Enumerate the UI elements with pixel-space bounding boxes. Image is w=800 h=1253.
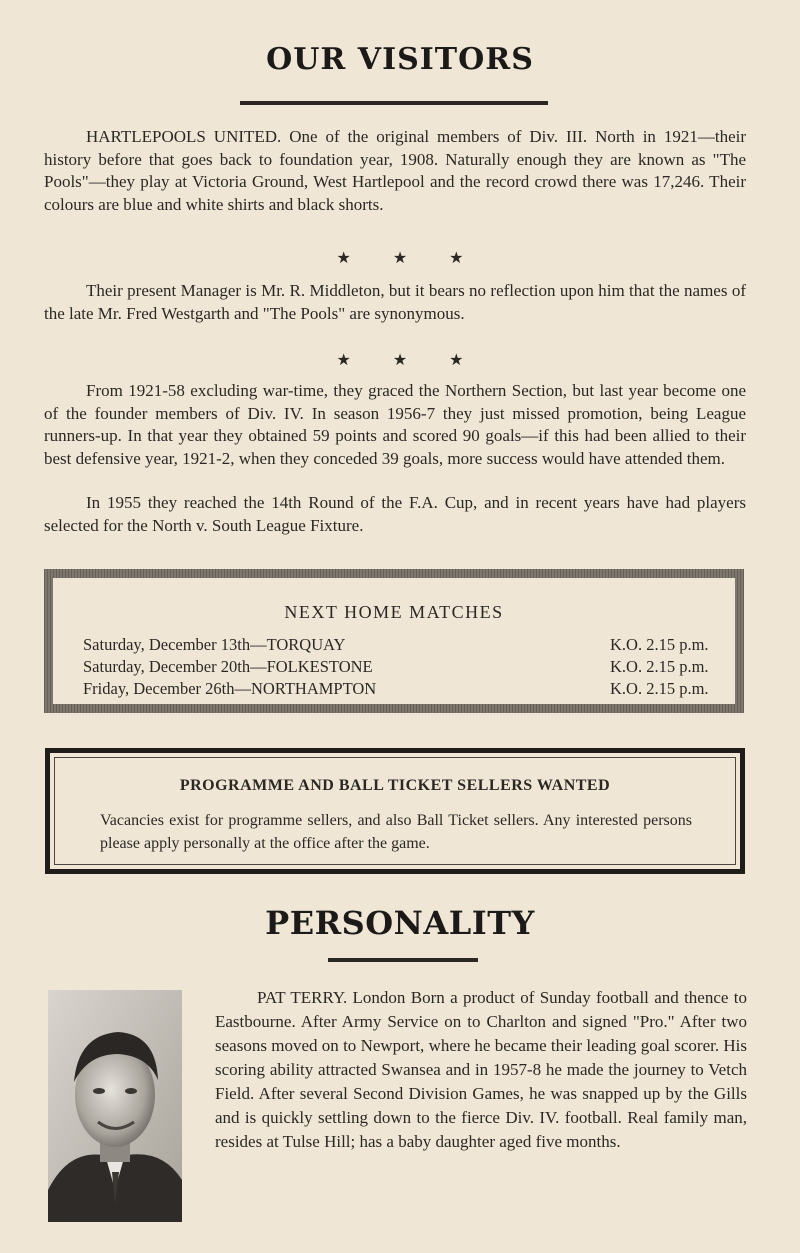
personality-heading-rule [328, 958, 478, 962]
personality-heading: PERSONALITY [265, 904, 535, 942]
visitors-heading: OUR VISITORS [266, 42, 534, 77]
match-fixture: Friday, December 26th—NORTHAMPTON [83, 679, 377, 698]
player-portrait-photo [48, 990, 182, 1222]
match-row [83, 679, 713, 701]
portrait-icon [48, 990, 182, 1222]
match-fixture: Saturday, December 13th—TORQUAY [83, 635, 346, 654]
star-divider-2: ★ ★ ★ [336, 352, 464, 369]
match-row [83, 635, 713, 657]
match-row [83, 657, 713, 679]
match-fixture: Saturday, December 20th—FOLKESTONE [83, 657, 373, 676]
visitors-paragraph-3: From 1921-58 excluding war-time, they graced the Northern Section, but last year become one of the founder members of Div. IV. In season 1956-7 they just missed promotion, being League runners-up. In that year they obtained 59 points and scored 90 goals—if this had been allied to their best defensive year, 1921-2, when they conceded 39 goals, more success would have attended them. [44, 381, 746, 468]
star-divider-1: ★ ★ ★ [336, 250, 464, 267]
match-kickoff: K.O. 2.15 p.m. [610, 635, 709, 654]
sellers-wanted-title: PROGRAMME AND BALL TICKET SELLERS WANTED [179, 777, 611, 794]
visitors-paragraph-4: In 1955 they reached the 14th Round of the F.A. Cup, and in recent years have had players selected for the North v. South League Fixture. [44, 493, 746, 535]
visitors-paragraph-2: Their present Manager is Mr. R. Middleton, but it bears no reflection upon him that the names of the late Mr. Fred Westgarth and "The Pools" are synonymous. [44, 281, 746, 323]
visitors-paragraph-1: HARTLEPOOLS UNITED. One of the original members of Div. III. North in 1921—their history before that goes back to foundation year, 1908. Naturally enough they are known as "The Pools"—they play at Victoria Ground, West Hartlepool and the record crowd there was 17,246. Their colours are blue and white shirts and black shorts. [44, 127, 746, 214]
sellers-wanted-text: Vacancies exist for programme sellers, and also Ball Ticket sellers. Any interested persons please apply personally at the office after the game. [100, 812, 692, 852]
match-kickoff: K.O. 2.15 p.m. [610, 657, 709, 676]
next-home-matches-title: NEXT HOME MATCHES [284, 602, 504, 622]
visitors-heading-rule [240, 101, 548, 105]
personality-text: PAT TERRY. London Born a product of Sunday football and thence to Eastbourne. After Army Service on to Charlton and signed "Pro." After two seasons moved on to Newport, where he became their leading goal scorer. His scoring ability attracted Swansea and in 1957-8 he made the journey to Vetch Field. After several Second Division Games, he was snapped up by the Gills and is quickly settling down to the fierce Div. IV. football. Real family man, resides at Tulse Hill; has a baby daughter aged five months. [215, 988, 747, 1151]
match-kickoff: K.O. 2.15 p.m. [610, 679, 709, 698]
sellers-wanted-box [45, 748, 745, 874]
next-home-matches-box [44, 569, 744, 713]
